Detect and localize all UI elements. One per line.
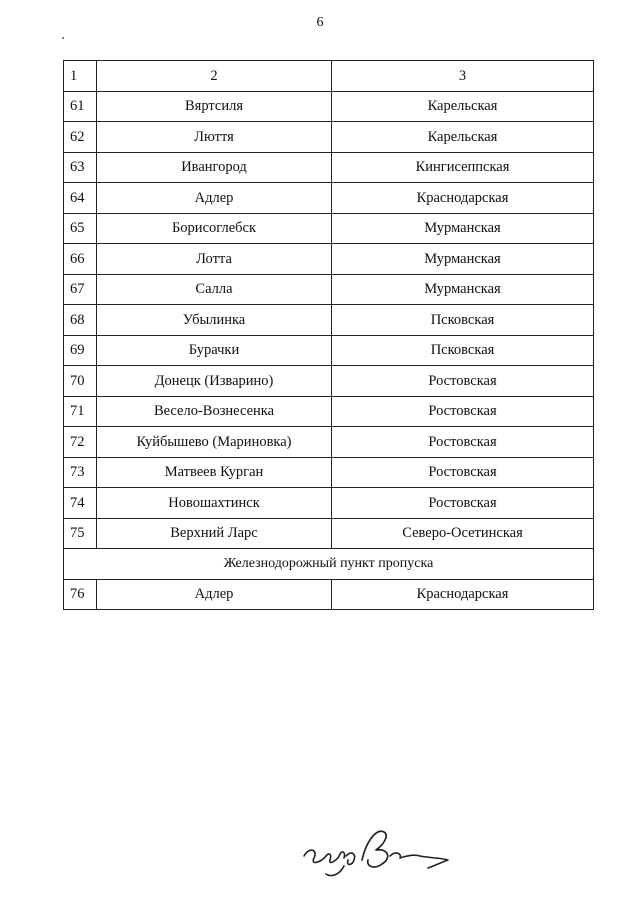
- checkpoint-name: Убылинка: [97, 305, 332, 336]
- row-number: 63: [64, 152, 97, 183]
- table-row: [64, 152, 594, 183]
- region-name: Северо-Осетинская: [332, 518, 594, 549]
- region-name: Мурманская: [332, 274, 594, 305]
- table-row: [64, 274, 594, 305]
- scan-speck: [62, 37, 64, 39]
- table-row: [64, 122, 594, 153]
- row-number: 74: [64, 488, 97, 519]
- checkpoint-name: Куйбышево (Мариновка): [97, 427, 332, 458]
- region-name: Кингисеппская: [332, 152, 594, 183]
- table-header-row: [64, 61, 594, 92]
- row-number: 64: [64, 183, 97, 214]
- region-name: Ростовская: [332, 396, 594, 427]
- region-name: Мурманская: [332, 213, 594, 244]
- checkpoint-name: Весело-Вознесенка: [97, 396, 332, 427]
- checkpoint-name: Новошахтинск: [97, 488, 332, 519]
- table-row: [64, 518, 594, 549]
- region-name: Краснодарская: [332, 183, 594, 214]
- table-row: [64, 305, 594, 336]
- table-row: [64, 457, 594, 488]
- row-number: 67: [64, 274, 97, 305]
- header-col-1: 1: [64, 61, 97, 92]
- checkpoint-name: Вяртсиля: [97, 91, 332, 122]
- table-row: [64, 244, 594, 275]
- region-name: Ростовская: [332, 366, 594, 397]
- region-name: Псковская: [332, 335, 594, 366]
- row-number: 75: [64, 518, 97, 549]
- checkpoint-name: Адлер: [97, 579, 332, 610]
- row-number: 61: [64, 91, 97, 122]
- checkpoint-name: Матвеев Курган: [97, 457, 332, 488]
- table-row: [64, 396, 594, 427]
- checkpoint-name: Верхний Ларс: [97, 518, 332, 549]
- row-number: 62: [64, 122, 97, 153]
- row-number: 65: [64, 213, 97, 244]
- row-number: 68: [64, 305, 97, 336]
- row-number: 66: [64, 244, 97, 275]
- checkpoint-name: Борисоглебск: [97, 213, 332, 244]
- table-row: [64, 335, 594, 366]
- row-number: 70: [64, 366, 97, 397]
- checkpoint-name: Донецк (Изварино): [97, 366, 332, 397]
- table-row: [64, 488, 594, 519]
- region-name: Ростовская: [332, 457, 594, 488]
- table-row: [64, 91, 594, 122]
- region-name: Краснодарская: [332, 579, 594, 610]
- checkpoint-name: Адлер: [97, 183, 332, 214]
- section-row: [64, 549, 594, 580]
- region-name: Карельская: [332, 122, 594, 153]
- checkpoint-name: Салла: [97, 274, 332, 305]
- table-row: [64, 213, 594, 244]
- header-col-2: 2: [97, 61, 332, 92]
- checkpoint-name: Лотта: [97, 244, 332, 275]
- header-col-3: 3: [332, 61, 594, 92]
- checkpoint-name: Люття: [97, 122, 332, 153]
- region-name: Карельская: [332, 91, 594, 122]
- checkpoint-name: Ивангород: [97, 152, 332, 183]
- table-row: [64, 366, 594, 397]
- row-number: 72: [64, 427, 97, 458]
- checkpoint-name: Бурачки: [97, 335, 332, 366]
- table-body: [64, 61, 594, 610]
- region-name: Ростовская: [332, 488, 594, 519]
- section-title: Железнодорожный пункт пропуска: [64, 549, 594, 580]
- table-row: [64, 183, 594, 214]
- region-name: Псковская: [332, 305, 594, 336]
- row-number: 76: [64, 579, 97, 610]
- page-number: 6: [316, 15, 324, 30]
- row-number: 71: [64, 396, 97, 427]
- checkpoint-table: [63, 60, 594, 610]
- region-name: Мурманская: [332, 244, 594, 275]
- handwritten-signature: [296, 820, 456, 880]
- table-row: [64, 427, 594, 458]
- row-number: 69: [64, 335, 97, 366]
- row-number: 73: [64, 457, 97, 488]
- region-name: Ростовская: [332, 427, 594, 458]
- table-row: [64, 579, 594, 610]
